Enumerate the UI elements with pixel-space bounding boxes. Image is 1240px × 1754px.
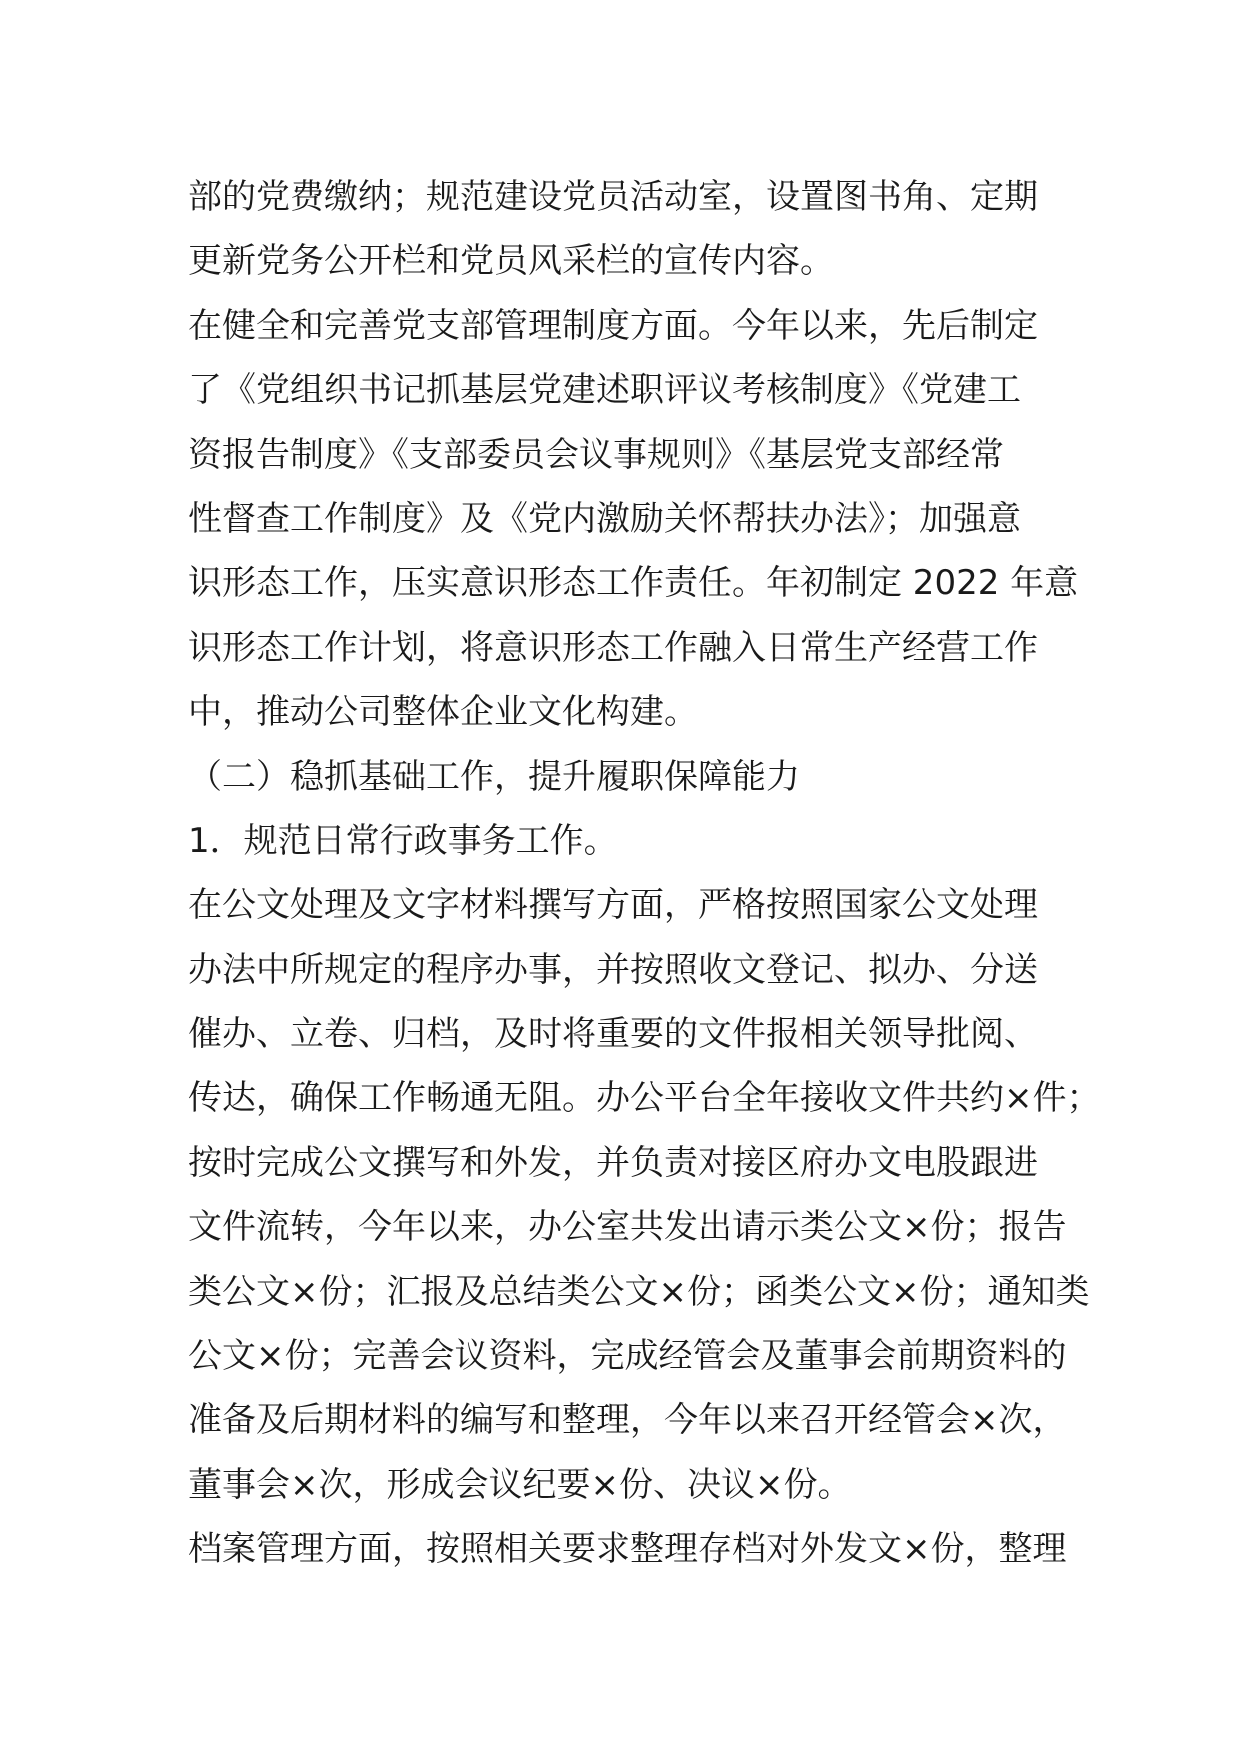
- text-line: 了《党组织书记抓基层党建述职评议考核制度》《党建工: [188, 370, 1021, 411]
- text-line: 公文×份；完善会议资料，完成经管会及董事会前期资料的: [188, 1336, 1067, 1377]
- text-line: 更新党务公开栏和党员风采栏的宣传内容。: [188, 241, 834, 282]
- text-line: 传达，确保工作畅通无阻。办公平台全年接收文件共约×件；: [188, 1078, 1101, 1119]
- text-line: 中，推动公司整体企业文化构建。: [188, 692, 698, 733]
- text-line: 资报告制度》《支部委员会议事规则》《基层党支部经常: [188, 434, 1004, 475]
- text-line: 催办、立卷、归档，及时将重要的文件报相关领导批阅、: [188, 1014, 1038, 1055]
- text-line: 文件流转，今年以来，办公室共发出请示类公文×份；报告: [188, 1207, 1067, 1248]
- section-heading: （二）稳抓基础工作，提升履职保障能力: [188, 756, 800, 797]
- text-line: 在健全和完善党支部管理制度方面。今年以来，先后制定: [188, 305, 1038, 346]
- text-line: 部的党费缴纳；规范建设党员活动室，设置图书角、定期: [188, 177, 1038, 217]
- text-line: 识形态工作计划，将意识形态工作融入日常生产经营工作: [188, 627, 1038, 668]
- text-line: 准备及后期材料的编写和整理，今年以来召开经管会×次，: [188, 1400, 1067, 1441]
- subsection-heading: 1．规范日常行政事务工作。: [188, 820, 618, 861]
- text-line: 性督查工作制度》及《党内激励关怀帮扶办法》；加强意: [188, 498, 1021, 539]
- text-line: 档案管理方面，按照相关要求整理存档对外发文×份，整理: [188, 1529, 1067, 1570]
- text-line: 类公文×份；汇报及总结类公文×份；函类公文×份；通知类: [188, 1271, 1090, 1312]
- text-line: 在公文处理及文字材料撰写方面，严格按照国家公文处理: [188, 885, 1038, 926]
- document-body: [188, 165, 1101, 1582]
- text-line: 办法中所规定的程序办事，并按照收文登记、拟办、分送: [188, 949, 1038, 990]
- text-line: 识形态工作，压实意识形态工作责任。年初制定 2022 年意: [188, 563, 1079, 604]
- text-line: 董事会×次，形成会议纪要×份、决议×份。: [188, 1464, 852, 1505]
- text-line: 按时完成公文撰写和外发，并负责对接区府办文电股跟进: [188, 1142, 1038, 1183]
